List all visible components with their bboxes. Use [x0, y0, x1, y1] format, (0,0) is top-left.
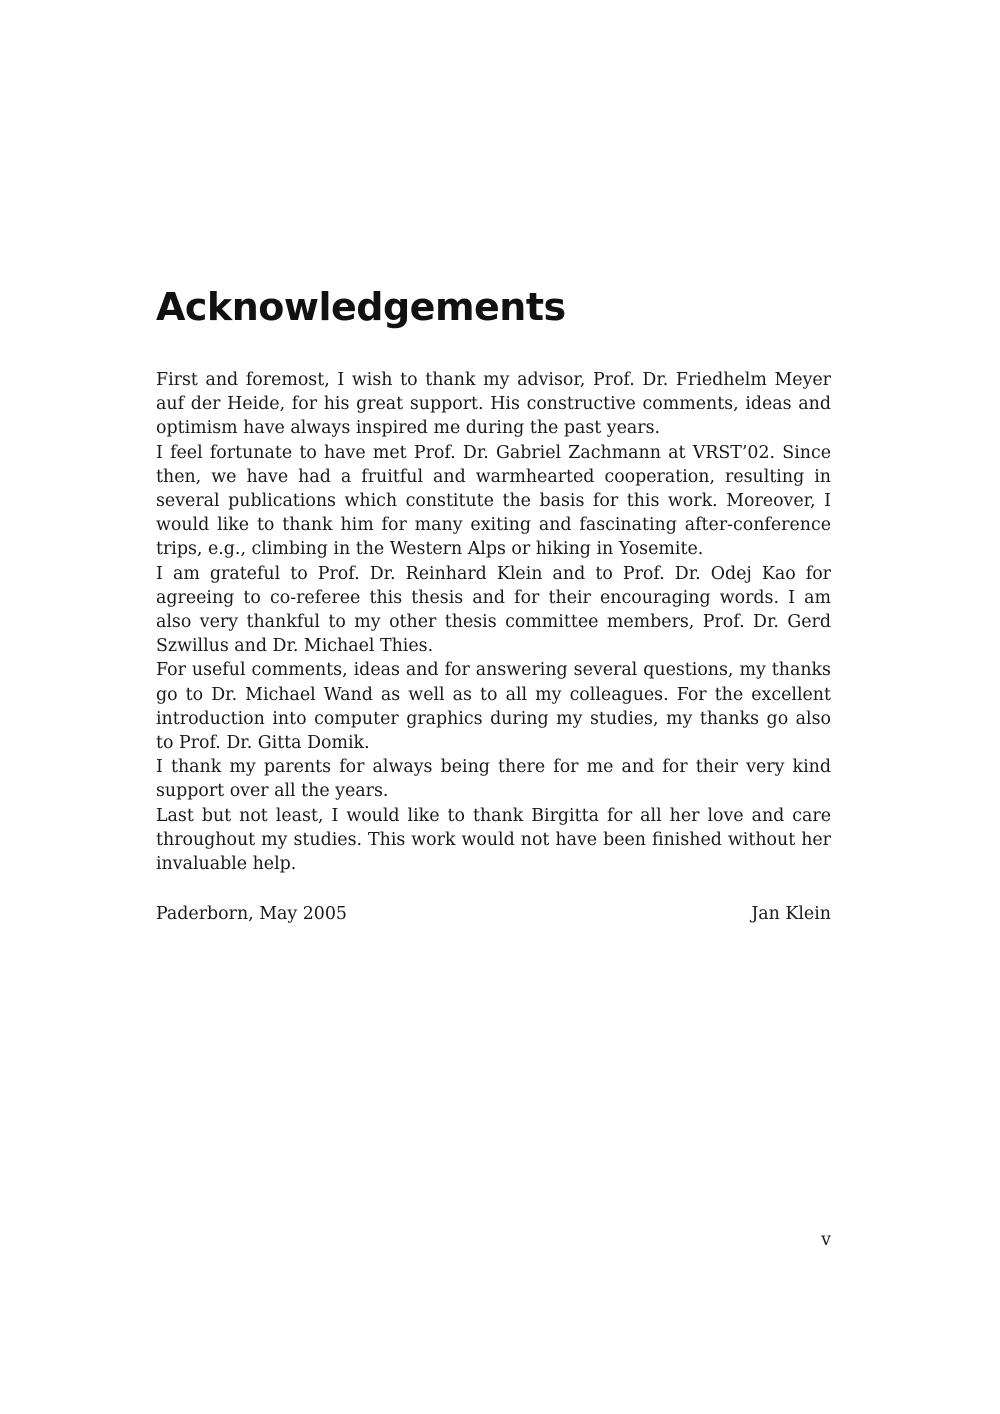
paragraph-advisor: First and foremost, I wish to thank my advisor, Prof. Dr. Friedhelm Meyer auf der Heide, for his great support. His constructive comments, ideas and optimism have always inspired me during the past years.	[156, 370, 831, 439]
place-date: Paderborn, May 2005	[156, 904, 347, 924]
paragraph-parents: I thank my parents for always being there for me and for their very kind support over all the years.	[156, 757, 831, 802]
paragraph-referees: I am grateful to Prof. Dr. Reinhard Klein and to Prof. Dr. Odej Kao for agreeing to co-referee this thesis and for their encouraging words. I am also very thankful to my other thesis committee members, Prof. Dr. Gerd Szwillus and Dr. Michael Thies.	[156, 563, 831, 657]
signature-row	[156, 902, 831, 926]
paragraph-zachmann: I feel fortunate to have met Prof. Dr. Gabriel Zachmann at VRST’02. Since then, we have had a fruitful and warmhearted cooperation, resulting in several publications which constitute the basis for this work. Moreover, I would like to thank him for many exiting and fascinating after-conference trips, e.g., climbing in the Western Alps or hiking in Yosemite.	[156, 442, 831, 560]
page-number: v	[821, 1230, 831, 1250]
acknowledgements-body	[156, 368, 831, 876]
page-title: Acknowledgements	[156, 285, 566, 329]
author-name: Jan Klein	[751, 904, 831, 924]
paragraph-colleagues: For useful comments, ideas and for answering several questions, my thanks go to Dr. Michael Wand as well as to all my colleagues. For the excellent introduction into computer graphics during my studies, my thanks go also to Prof. Dr. Gitta Domik.	[156, 660, 831, 754]
paragraph-birgitta: Last but not least, I would like to thank Birgitta for all her love and care throughout my studies. This work would not have been finished without her invaluable help.	[156, 805, 831, 875]
